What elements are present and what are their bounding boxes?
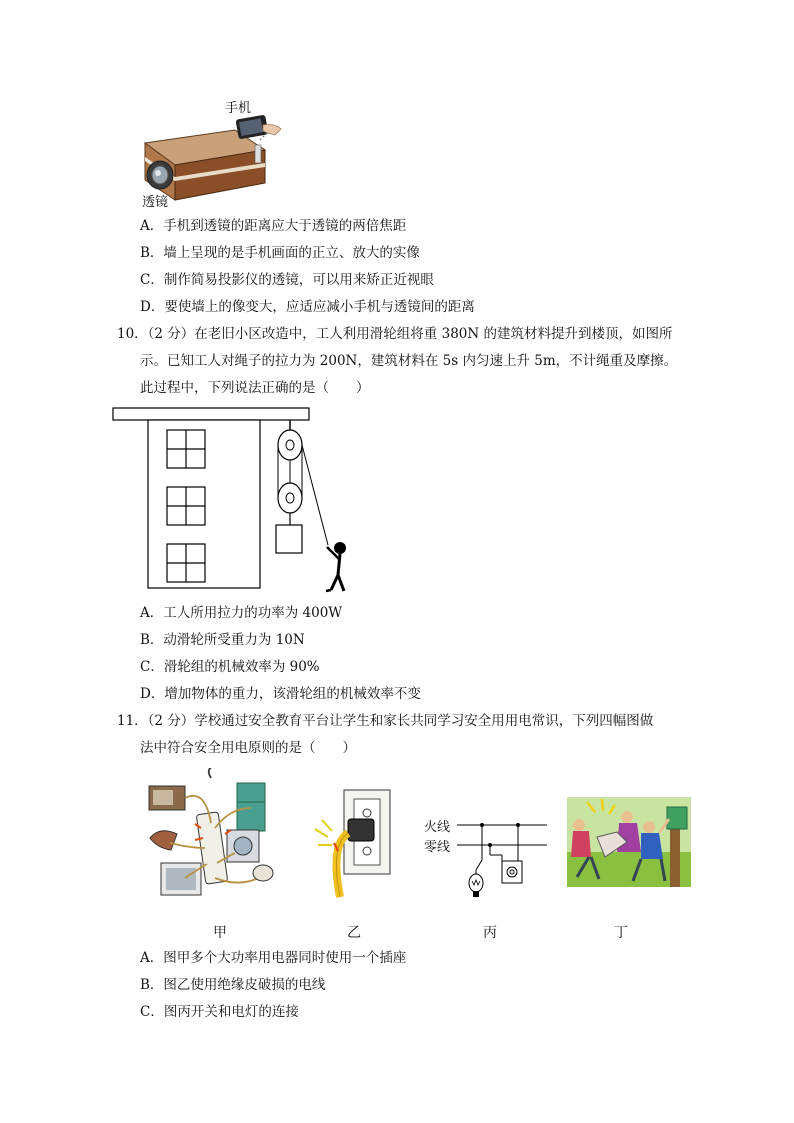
neutral-wire-label: 零线	[424, 840, 451, 855]
caption-bing: 丙	[483, 925, 497, 941]
overloaded-socket-figure	[145, 768, 285, 903]
q10-option-a: A．工人所用拉力的功率为 400W	[140, 605, 343, 621]
caption-yi: 乙	[347, 925, 361, 941]
q11-option-c: C．图丙开关和电灯的连接	[140, 1004, 299, 1020]
q11-stem-line-1: 11．（2 分）学校通过安全教育平台让学生和家长共同学习安全用用电常识，下列四幅图做	[117, 713, 654, 729]
q9-option-b: B．墙上呈现的是手机画面的正立、放大的实像	[140, 245, 420, 261]
q10-stem-line-1: 10．（2 分）在老旧小区改造中，工人利用滑轮组将重 380N 的建筑材料提升到楼顶，如图所	[117, 326, 673, 342]
phone-label: 手机	[225, 101, 252, 116]
pulley-figure	[110, 405, 360, 605]
q10-option-b: B．动滑轮所受重力为 10N	[140, 632, 305, 648]
q10-option-d: D．增加物体的重力，该滑轮组的机械效率不变	[140, 686, 421, 702]
q10-stem-line-3: 此过程中，下列说法正确的是（ ）	[140, 380, 370, 396]
q11-option-b: B．图乙使用绝缘皮破损的电线	[140, 977, 326, 993]
q11-stem-line-2: 法中符合安全用电原则的是（ ）	[140, 740, 356, 756]
q9-option-c: C．制作简易投影仪的透镜，可以用来矫正近视眼	[140, 272, 434, 288]
caption-jia: 甲	[213, 925, 227, 941]
lens-label: 透镜	[142, 195, 169, 210]
q9-option-a: A．手机到透镜的距离应大于透镜的两倍焦距	[140, 218, 407, 234]
caption-ding: 丁	[614, 925, 628, 941]
damaged-wire-figure	[310, 785, 400, 900]
q9-option-d: D．要使墙上的像变大，应适应减小手机与透镜间的距离	[140, 299, 475, 315]
rescue-figure	[567, 797, 691, 887]
live-wire-label: 火线	[424, 820, 451, 835]
q10-option-c: C．滑轮组的机械效率为 90%	[140, 659, 320, 675]
q11-option-a: A．图甲多个大功率用电器同时使用一个插座	[140, 950, 407, 966]
q10-stem-line-2: 示。已知工人对绳子的拉力为 200N，建筑材料在 5s 内匀速上升 5m，不计绳重及摩擦。	[140, 353, 678, 369]
